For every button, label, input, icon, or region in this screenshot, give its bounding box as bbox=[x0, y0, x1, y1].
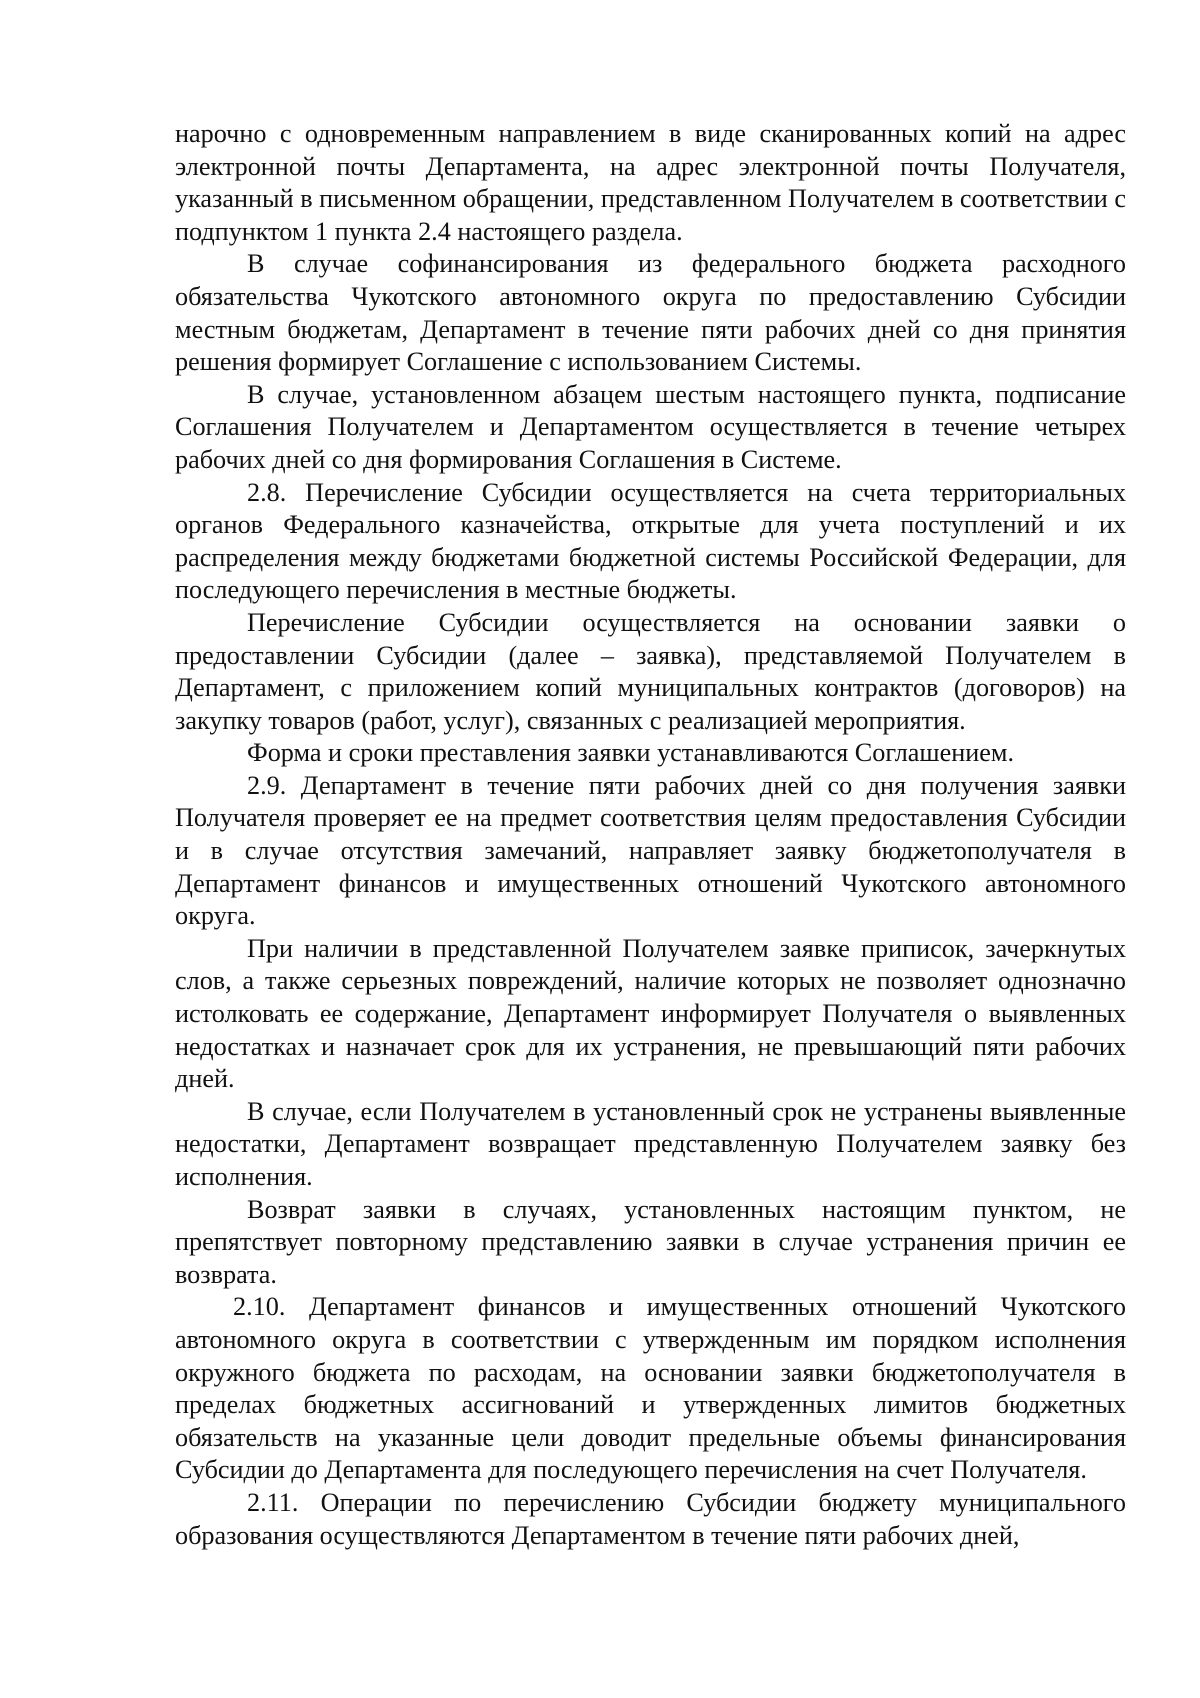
paragraph-2-10: 2.10. Департамент финансов и имущественных отношений Чукотского автономного округа в соответствии с утвержденным им порядком исполнения окружного бюджета по расходам, на основании заявки бюджетополучателя в пределах бюджетных ассигнований и утвержденных лимитов бюджетных обязательств на указанные цели доводит предельные объемы финансирования Субсидии до Департамента для последующего перечисления на счет Получателя. bbox=[175, 1292, 1126, 1485]
paragraph-form-terms: Форма и сроки преставления заявки устанавливаются Соглашением. bbox=[247, 738, 1014, 768]
paragraph-2-9: 2.9. Департамент в течение пяти рабочих дней со дня получения заявки Получателя проверяет ее на предмет соответствия целям предоставления Субсидии и в случае отсутствия замечаний, направляет заявку бюджетополучателя в Департамент финансов и имущественных отношений Чукотского автономного округа. bbox=[175, 770, 1126, 931]
paragraph-defects: При наличии в представленной Получателем заявке приписок, зачеркнутых слов, а также серьезных повреждений, наличие которых не позволяет однозначно истолковать ее содержание, Департамент информирует Получателя о выявленных недостатках и назначает срок для их устранения, не превышающий пяти рабочих дней. bbox=[175, 933, 1126, 1094]
paragraph-transfer-basis: Перечисление Субсидии осуществляется на основании заявки о предоставлении Субсидии (далее – заявка), представляемой Получателем в Департамент, с приложением копий муниципальных контрактов (договоров) на закупку товаров (работ, услуг), связанных с реализацией мероприятия. bbox=[175, 607, 1126, 735]
document-page bbox=[175, 118, 1126, 1552]
paragraph-2-11: 2.11. Операции по перечислению Субсидии бюджету муниципального образования осуществляются Департаментом в течение пяти рабочих дней, bbox=[175, 1487, 1126, 1550]
paragraph-return: В случае, если Получателем в установленный срок не устранены выявленные недостатки, Департамент возвращает представленную Получателем заявку без исполнения. bbox=[175, 1096, 1126, 1191]
paragraph-signing: В случае, установленном абзацем шестым настоящего пункта, подписание Соглашения Получателем и Департаментом осуществляется в течение четырех рабочих дней со дня формирования Соглашения в Системе. bbox=[175, 379, 1126, 474]
paragraph-resubmission: Возврат заявки в случаях, установленных настоящим пунктом, не препятствует повторному представлению заявки в случае устранения причин ее возврата. bbox=[175, 1194, 1126, 1289]
paragraph-cofinancing: В случае софинансирования из федерального бюджета расходного обязательства Чукотского автономного округа по предоставлению Субсидии местным бюджетам, Департамент в течение пяти рабочих дней со дня принятия решения формирует Соглашение с использованием Системы. bbox=[175, 249, 1126, 377]
paragraph-2-8: 2.8. Перечисление Субсидии осуществляется на счета территориальных органов Федерального казначейства, открытые для учета поступлений и их распределения между бюджетами бюджетной системы Российской Федерации, для последующего перечисления в местные бюджеты. bbox=[175, 477, 1126, 605]
paragraph-continuation: нарочно с одновременным направлением в виде сканированных копий на адрес электронной почты Департамента, на адрес электронной почты Получателя, указанный в письменном обращении, представленном Получателем в соответствии с подпунктом 1 пункта 2.4 настоящего раздела. bbox=[175, 119, 1126, 246]
